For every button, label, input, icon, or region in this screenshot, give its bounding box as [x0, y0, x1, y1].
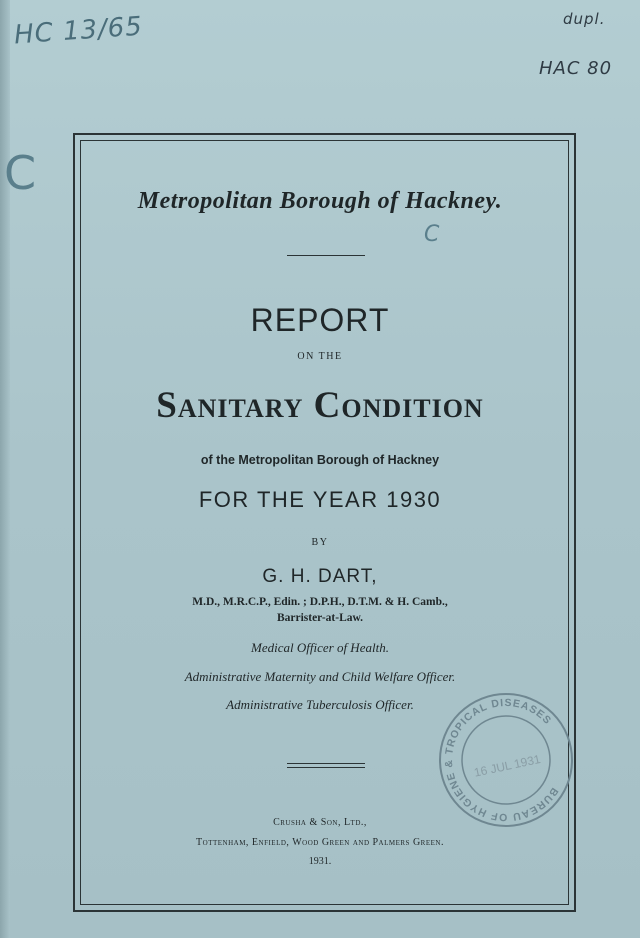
library-stamp: [436, 690, 576, 830]
double-rule-top: [287, 763, 365, 764]
handwritten-ref-top-left: HC 13/65: [13, 11, 144, 51]
year-title: FOR THE YEAR 1930: [198, 487, 442, 512]
handwritten-mark-left: C: [4, 146, 38, 200]
subject-title: Sanitary Condition: [156, 385, 484, 426]
by-text: BY: [311, 537, 329, 548]
role-medical-officer: Medical Officer of Health.: [251, 640, 389, 655]
double-rule-bottom: [287, 767, 365, 768]
handwritten-mark-title: C: [424, 222, 441, 247]
author-name: G. H. DART,: [262, 566, 378, 587]
publication-year: 1931.: [308, 856, 332, 867]
role-maternity-officer: Administrative Maternity and Child Welfare Officer.: [184, 669, 456, 684]
handwritten-ref-top-right: HAC 80: [539, 58, 613, 79]
author-qualifications-2: Barrister-at-Law.: [276, 612, 364, 624]
borough-heading: Metropolitan Borough of Hackney.: [137, 188, 503, 214]
handwritten-note-dupl: dupl.: [563, 10, 606, 28]
publisher-name: Crusha & Son, Ltd.,: [273, 817, 367, 828]
report-title: REPORT: [250, 302, 390, 338]
stamp-ring-text: BUREAU OF HYGIENE & TROPICAL DISEASES: [442, 696, 561, 824]
borough-subtitle: of the Metropolitan Borough of Hackney: [200, 453, 440, 467]
stamp-date: 16 JUL 1931: [472, 751, 542, 780]
divider-rule: [287, 255, 365, 256]
role-tuberculosis-officer: Administrative Tuberculosis Officer.: [226, 697, 414, 712]
on-the-text: ON THE: [297, 351, 343, 362]
binding-spine: [0, 0, 10, 938]
publisher-locations: Tottenham, Enfield, Wood Green and Palmers Green.: [196, 837, 444, 848]
author-qualifications: M.D., M.R.C.P., Edin. ; D.P.H., D.T.M. & H. Camb.,: [192, 596, 448, 608]
